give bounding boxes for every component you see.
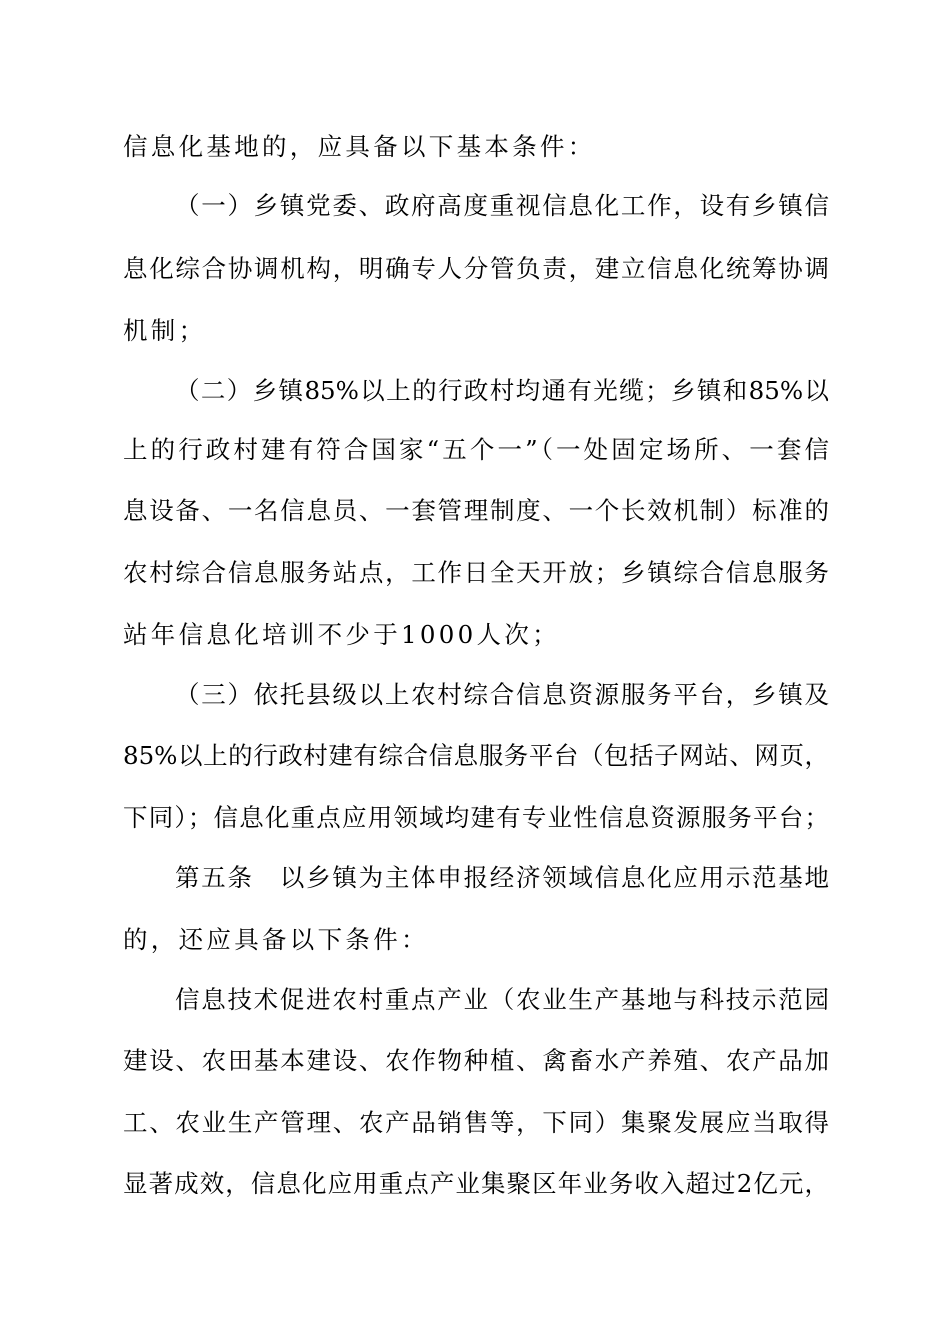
text-line-6: 上的行政村建有符合国家“五个一”（一处固定场所、一套信: [123, 435, 829, 464]
text-line-8: 农村综合信息服务站点，工作日全天开放；乡镇综合信息服务: [123, 558, 829, 587]
text-line-7: 息设备、一名信息员、一套管理制度、一个长效机制）标准的: [123, 496, 829, 525]
text-line-17: 工、农业生产管理、农产品销售等，下同）集聚发展应当取得: [123, 1108, 829, 1137]
text-line-5: （二）乡镇85%以上的行政村均通有光缆；乡镇和85%以: [175, 376, 829, 405]
text-line-12: 下同）；信息化重点应用领域均建有专业性信息资源服务平台；: [123, 803, 829, 832]
text-line-10: （三）依托县级以上农村综合信息资源服务平台，乡镇及: [175, 680, 829, 709]
text-line-11: 85%以上的行政村建有综合信息服务平台（包括子网站、网页，: [123, 741, 829, 770]
text-line-1: 信息化基地的，应具备以下基本条件：: [123, 132, 596, 161]
text-line-18: 显著成效，信息化应用重点产业集聚区年业务收入超过2亿元，: [123, 1169, 829, 1198]
text-line-2: （一）乡镇党委、政府高度重视信息化工作，设有乡镇信: [175, 191, 829, 220]
text-line-3: 息化综合协调机构，明确专人分管负责，建立信息化统筹协调: [123, 254, 829, 283]
text-line-16: 建设、农田基本建设、农作物种植、禽畜水产养殖、农产品加: [123, 1046, 829, 1075]
text-line-4: 机制；: [123, 316, 207, 345]
text-line-15: 信息技术促进农村重点产业（农业生产基地与科技示范园: [175, 985, 829, 1014]
text-line-13: 第五条 以乡镇为主体申报经济领域信息化应用示范基地: [175, 863, 829, 892]
text-line-9: 站年信息化培训不少于1000人次；: [123, 620, 560, 649]
text-line-14: 的，还应具备以下条件：: [123, 925, 429, 954]
